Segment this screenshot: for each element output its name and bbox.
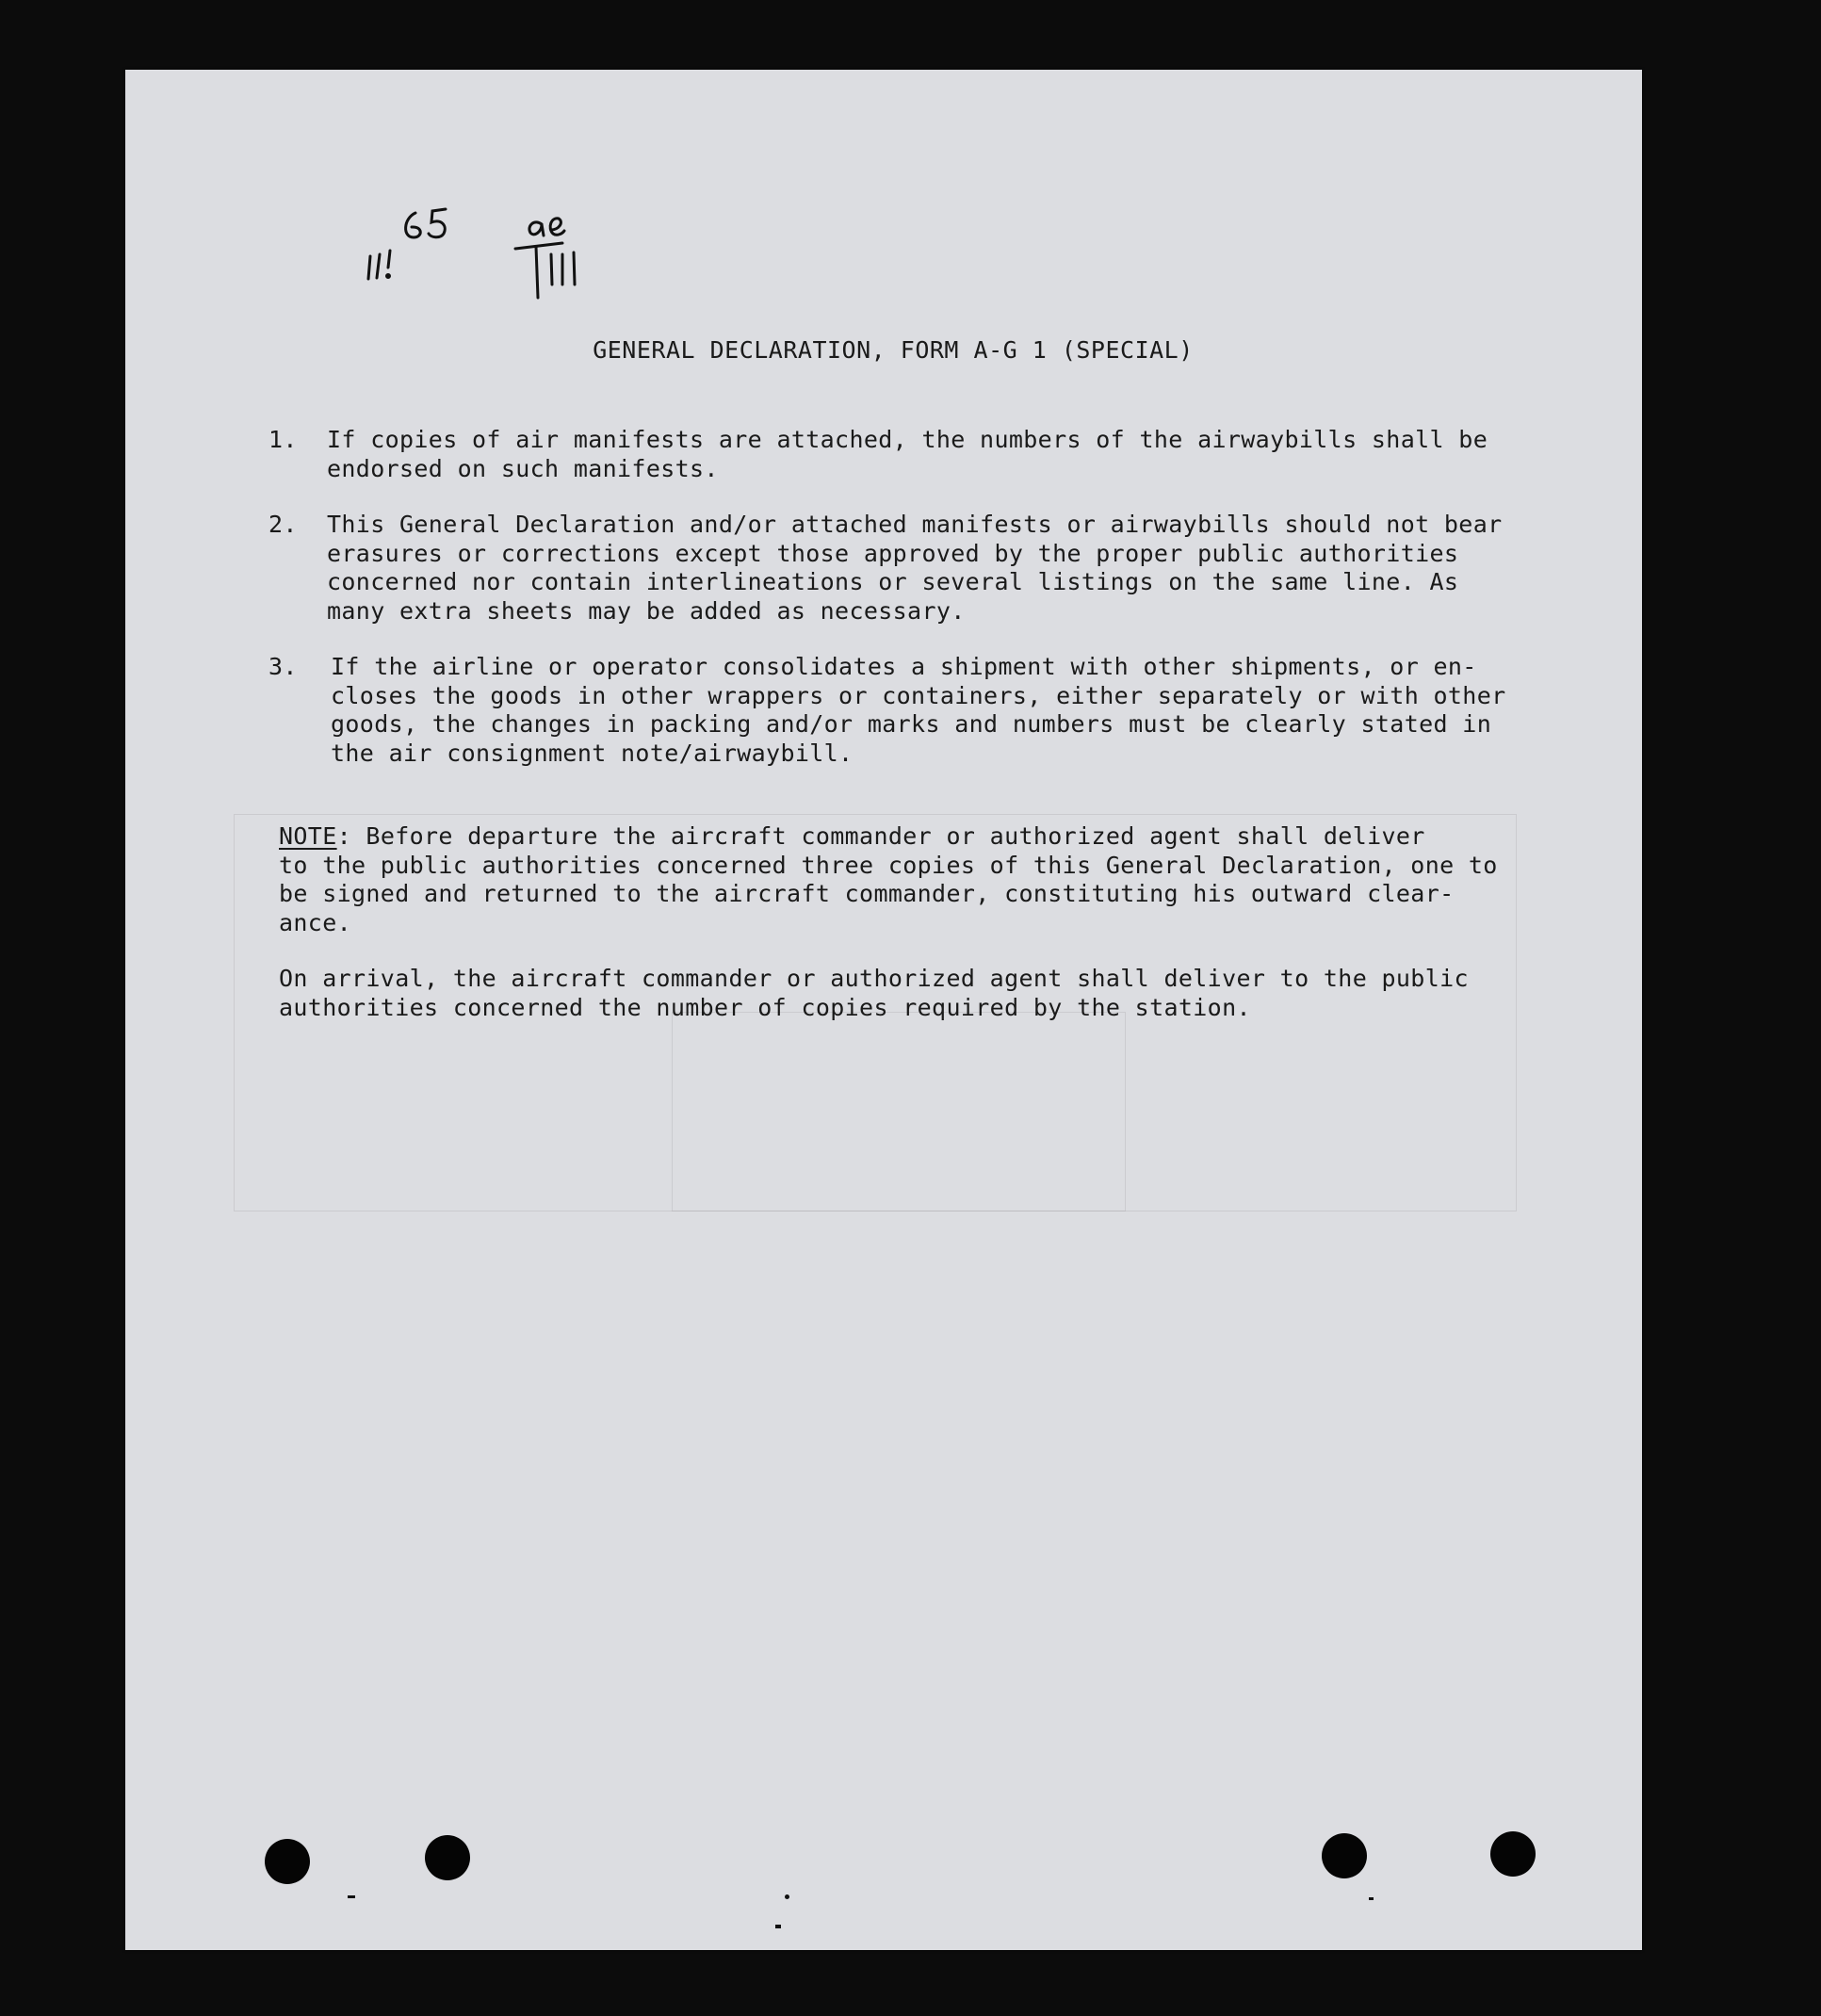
text-line: If the airline or operator consolidates a shipment with other shipments, or en- — [331, 653, 1477, 680]
text-line: goods, the changes in packing and/or marks and numbers must be clearly stated in — [331, 710, 1492, 738]
punch-hole — [265, 1839, 310, 1884]
note-label: NOTE — [279, 822, 337, 850]
item-number: 2. — [268, 511, 298, 538]
text-line: closes the goods in other wrappers or containers, either separately or with other — [331, 681, 1506, 709]
text-line: concerned nor contain interlineations or several listings on the same line. As — [327, 568, 1459, 595]
item-text — [327, 426, 1523, 483]
item-text — [331, 653, 1527, 768]
speck — [348, 1895, 355, 1898]
punch-hole — [425, 1835, 470, 1880]
text-line: erasures or corrections except those approved by the proper public authorities — [327, 539, 1459, 567]
punch-hole — [1322, 1833, 1367, 1878]
text-line: On arrival, the aircraft commander or authorized agent shall deliver to the public — [279, 965, 1469, 992]
item-number: 3. — [268, 653, 298, 680]
speck — [1369, 1897, 1374, 1900]
text-line: to the public authorities concerned three copies of this General Declaration, one to — [279, 851, 1498, 879]
document-page — [125, 70, 1642, 1950]
text-line: If copies of air manifests are attached, the numbers of the airwaybills shall be — [327, 426, 1488, 453]
page-title: GENERAL DECLARATION, FORM A-G 1 (SPECIAL) — [593, 336, 1194, 364]
note-first-line: : Before departure the aircraft commander or authorized agent shall deliver — [336, 822, 1425, 850]
speck — [785, 1894, 789, 1899]
text-line: many extra sheets may be added as necessary. — [327, 596, 966, 625]
show-through-box — [672, 1012, 1126, 1211]
handwritten-annotation — [351, 136, 709, 315]
text-line: ance. — [279, 908, 352, 936]
punch-hole — [1490, 1831, 1536, 1877]
arrival-paragraph — [279, 965, 1532, 1022]
text-line: the air consignment note/airwaybill. — [331, 739, 854, 767]
text-line: endorsed on such manifests. — [327, 454, 719, 482]
item-text — [327, 511, 1523, 626]
speck — [775, 1925, 781, 1928]
text-line — [279, 822, 1532, 852]
note-paragraph — [279, 822, 1532, 937]
text-line: This General Declaration and/or attached manifests or airwaybills should not bear — [327, 511, 1503, 538]
item-number: 1. — [268, 426, 298, 453]
text-line: be signed and returned to the aircraft commander, constituting his outward clear- — [279, 880, 1455, 907]
text-line: authorities concerned the number of copies required by the station. — [279, 993, 1251, 1021]
